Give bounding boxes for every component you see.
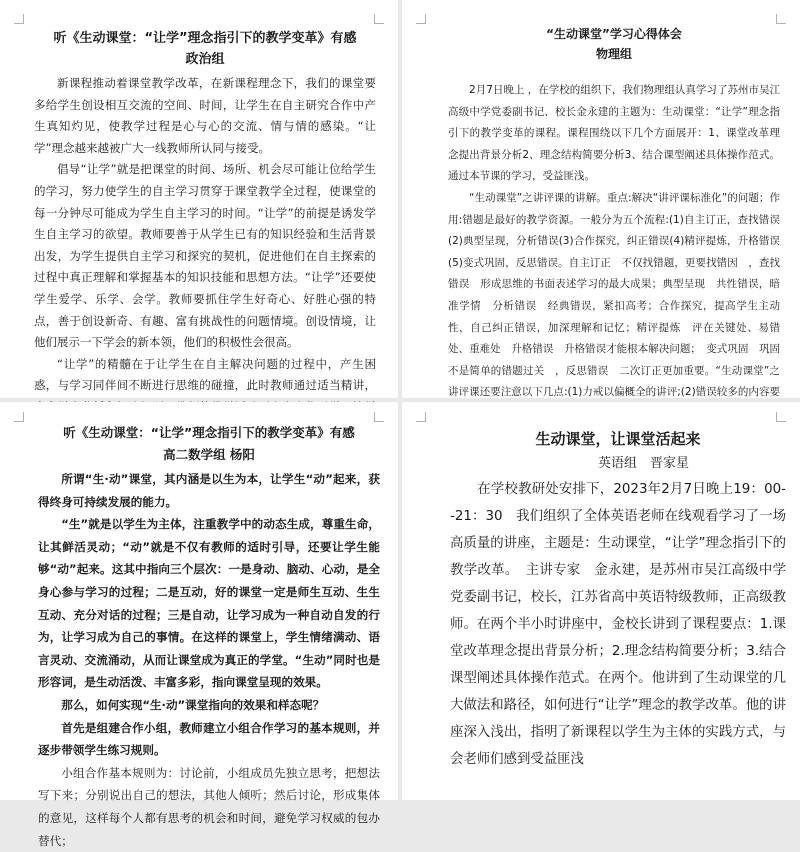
essay-title: 生动课堂，让课堂活起来 [535,430,701,448]
essay-paragraph: 新课程推动着课堂教学改革，在新课程理念下，我们的课堂要多给学生创设相互交流的空间、时间，让学生在自主研究合作中产生真知灼见，使教学过程是心与心的交流、情与情的感染。“让学”理念越来越被广大一线教师所认同与接受。 [34,76,376,155]
essay-paragraph: 那么，如何实现“生·动”课堂指向的效果和样态呢？ [61,697,325,712]
essay-panel-physics [402,0,800,398]
corner-crop-mark [374,412,384,422]
essay-title: 听《生动课堂：“让学”理念指引下的教学变革》有感 [53,31,357,46]
essay-author: 高二数学组 杨阳 [163,447,255,462]
essay-paragraph: 小组合作基本规则为：讨论前，小组成员先独立思考，把想法写下来；分别说出自己的想法，其他人倾听；然后讨论，形成集体的意见，这样每个人都有思考的机会和时间，避免学习权威的包办替代； [38,765,380,848]
essay-paragraph: “生动课堂”之讲评课的讲解。重点:解决“讲评课标准化”的问题；作用:错题是最好的教学资源。一般分为五个流程:(1)自主订正，查找错误(2)典型呈现，分析错误(3)合作探究，纠正错误(4)精评提炼，升格错误(5)变式巩固，反思错误。自主订正 不仅找错题，更要找错因 ，查找错误 形成思维的书面表述学习的最大成果；典型呈现 共性错误，暗准学情 分析错误 经典错误，紧扣高考；合作探究，提高学生主动性，自己纠正错误，加深理解和记忆；精评提炼 评在关键处、易错处、重难处 升格错误 升格错误才能根本解决问题； 变式巩固 巩固不是简单的错题过关 ，反思错误 二次订正更加重要。“生动课堂”之讲评课还要注意以下几点:(1)力戒以偏概全的讲评;(2)错误较多的内容要 [448,191,780,399]
essay-paragraph: 倡导“让学”就是把课堂的时间、场所、机会尽可能让位给学生的学习，努力使学生的自主学习贯穿于课堂教学全过程，使课堂的每一分钟尽可能成为学生自主学习的时间。“让学”的前提是诱发学生自主学习的欲望。教师要善于从学生已有的知识经验和生活背景出发，为学生提供自主学习和探究的契机，促进他们在自主探索的过程中真正理解和掌握基本的知识技能和思想方法。“让学”还要使学生爱学、乐学、会学。教师要抓住学生好奇心、好胜心强的特点，善于创设新奇、有趣、富有挑战性的问题情境。创设情境，让他们展示一下学会的新本领，他们的积极性会很高。 [34,162,376,350]
corner-crop-mark [776,412,786,422]
essay-author: 政治组 [185,52,225,67]
corner-crop-mark [14,14,24,24]
corner-crop-mark [776,14,786,24]
essay-panel-math [0,402,398,848]
essay-title: 听《生动课堂：“让学”理念指引下的教学变革》有感 [63,425,355,440]
essay-paragraph: 2月7日晚上 ，在学校的组织下，我们物理组认真学习了苏州市吴江高级中学党委副书记、校长金永建的主题为：生动课堂：“让学”理念指引下的教学变革的课程。课程围绕以下几个方面展开：1、课堂改革理念提出背景分析2、理念结构简要分析3、结合课型阐述具体操作范式。通过本节课的学习，受益匪浅。 [448,84,780,183]
essay-panel-english [402,402,800,800]
corner-crop-mark [374,14,384,24]
essay-author: 英语组 晋家星 [598,456,690,471]
corner-crop-mark [416,14,426,24]
essay-paragraph: 所谓“生·动”课堂，其内涵是以生为本，让学生“动”起来，获得终身可持续发展的能力。 [38,472,380,509]
essay-author: 物理组 [595,47,632,61]
essay-paragraph: “让学”的精髓在于让学生在自主解决问题的过程中，产生困惑，与学习同伴间不断进行思维的碰撞，此时教师通过适当精讲， [34,356,376,393]
essay-paragraph: “生”就是以学生为主体，注重教学中的动态生成，尊重生命，让其鲜活灵动；“动”就是不仅有教师的适时引导，还要让学生能够“动”起来。这其中指向三个层次：一是身动、脑动、心动，是全身心参与学习的过程；二是互动，好的课堂一定是师生互动、生生互动、充分对话的过程；三是自动，让学习成为一种自动自发的行为，让学习成为自己的事情。在这样的课堂上，学生情绪满动、语言灵动、交流涌动，从而让课堂成为真正的学堂。“生动”同时也是形容词，是生动活泼、丰富多彩，指向课堂呈现的效果。 [38,517,380,690]
essay-paragraph: 首先是组建合作小组，教师建立小组合作学习的基本规则，并逐步带领学生练习规则。 [38,720,380,758]
corner-crop-mark [416,412,426,422]
essay-title: “生动课堂”学习心得体会 [546,27,682,41]
essay-panel-politics [0,0,398,398]
essay-paragraph: 在学校教研处安排下，2023年2月7日晚上19：00--21：30 我们组织了全体英语老师在线观看学习了一场高质量的讲座，主题是：生动课堂，“让学”理念指引下的教学改革。 主讲专家 金永建，是苏州市吴江高级中学党委副书记，校长，江苏省高中英语特级教师，正高级教师。在两个半小时讲座中，金校长讲到了课程要点：1.课堂改革理念提出背景分析；2.理念结构简要分析；3.结合课型阐述具体操作范式。在两个。他讲到了生动课堂的几大做法和路径，如何进行“让学”理念的教学改革。他的讲座深入浅出，指明了新课程以学生为主体的实践方式，与会老师们感到受益匪浅 [450,482,786,767]
corner-crop-mark [14,412,24,422]
